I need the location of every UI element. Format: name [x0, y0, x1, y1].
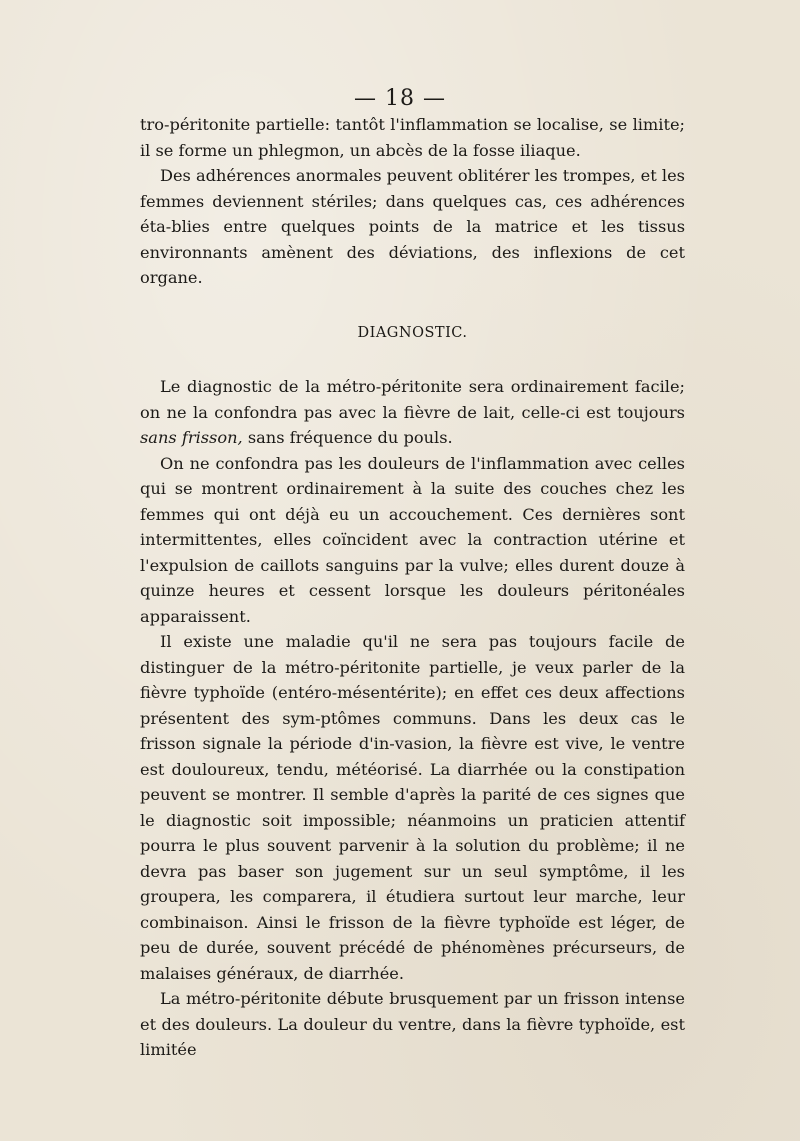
paragraph-typhoid: Il existe une maladie qu'il ne sera pas toujours facile de distinguer de la métro-péritonite partielle, je veux parler de la fièvre typhoïde (entéro-mésentérite); en effet ces deux affections présentent des sym-ptômes communs. Dans les deux cas le frisson signale la période d'in-vasion, la fièvre est vive, le ventre est douloureux, tendu, météorisé. La diarrhée ou la constipation peuvent se montrer. Il semble d'après la parité de ces signes que le diagnostic soit impossible; néanmoins un praticien attentif pourra le plus souvent parvenir à la solution du problème; il ne devra pas baser son jugement sur un seul symptôme, il les groupera, les comparera, il étudiera surtout leur marche, leur combinaison. Ainsi le frisson de la fièvre typhoïde est léger, de peu de durée, souvent précédé de phénomènes précurseurs, de malaises généraux, de diarrhée. — [140, 632, 685, 983]
paragraph-labor-pains: On ne confondra pas les douleurs de l'inflammation avec celles qui se montrent ordinairement à la suite des couches chez les femmes qui ont déjà eu un accouchement. Ces dernières sont intermittentes, elles coïncident avec la contraction utérine et l'expulsion de caillots sanguins par la vulve; elles durent douze à quinze heures et cessent lorsque les douleurs péritonéales apparaissent. — [140, 453, 685, 626]
section-heading-diagnostic: DIAGNOSTIC. — [357, 324, 468, 341]
paragraph-diagnosis-text-a: Le diagnostic de la métro-péritonite sera ordinairement facile; on ne la confondra pas avec la fièvre de lait, celle-ci est toujours — [140, 377, 685, 422]
page-number: — 18 — — [354, 86, 446, 111]
page-body — [140, 112, 685, 1063]
paragraph-diagnosis — [140, 374, 685, 451]
paragraph-diagnosis-italic: sans frisson, — [140, 428, 243, 447]
paragraph-adhesions: Des adhérences anormales peuvent oblitérer les trompes, et les femmes deviennent stériles; dans quelques cas, ces adhérences éta-blies entre quelques points de la matrice et les tissus environnants amènent des déviations, des inflexions de cet organe. — [140, 166, 685, 287]
paragraph-continuation: tro-péritonite partielle: tantôt l'inflammation se localise, se limite; il se forme un phlegmon, un abcès de la fosse iliaque. — [140, 115, 685, 160]
paragraph-onset: La métro-péritonite débute brusquement par un frisson intense et des douleurs. La douleur du ventre, dans la fièvre typhoïde, est limitée — [140, 989, 685, 1059]
paragraph-diagnosis-text-b: sans fréquence du pouls. — [242, 428, 453, 447]
